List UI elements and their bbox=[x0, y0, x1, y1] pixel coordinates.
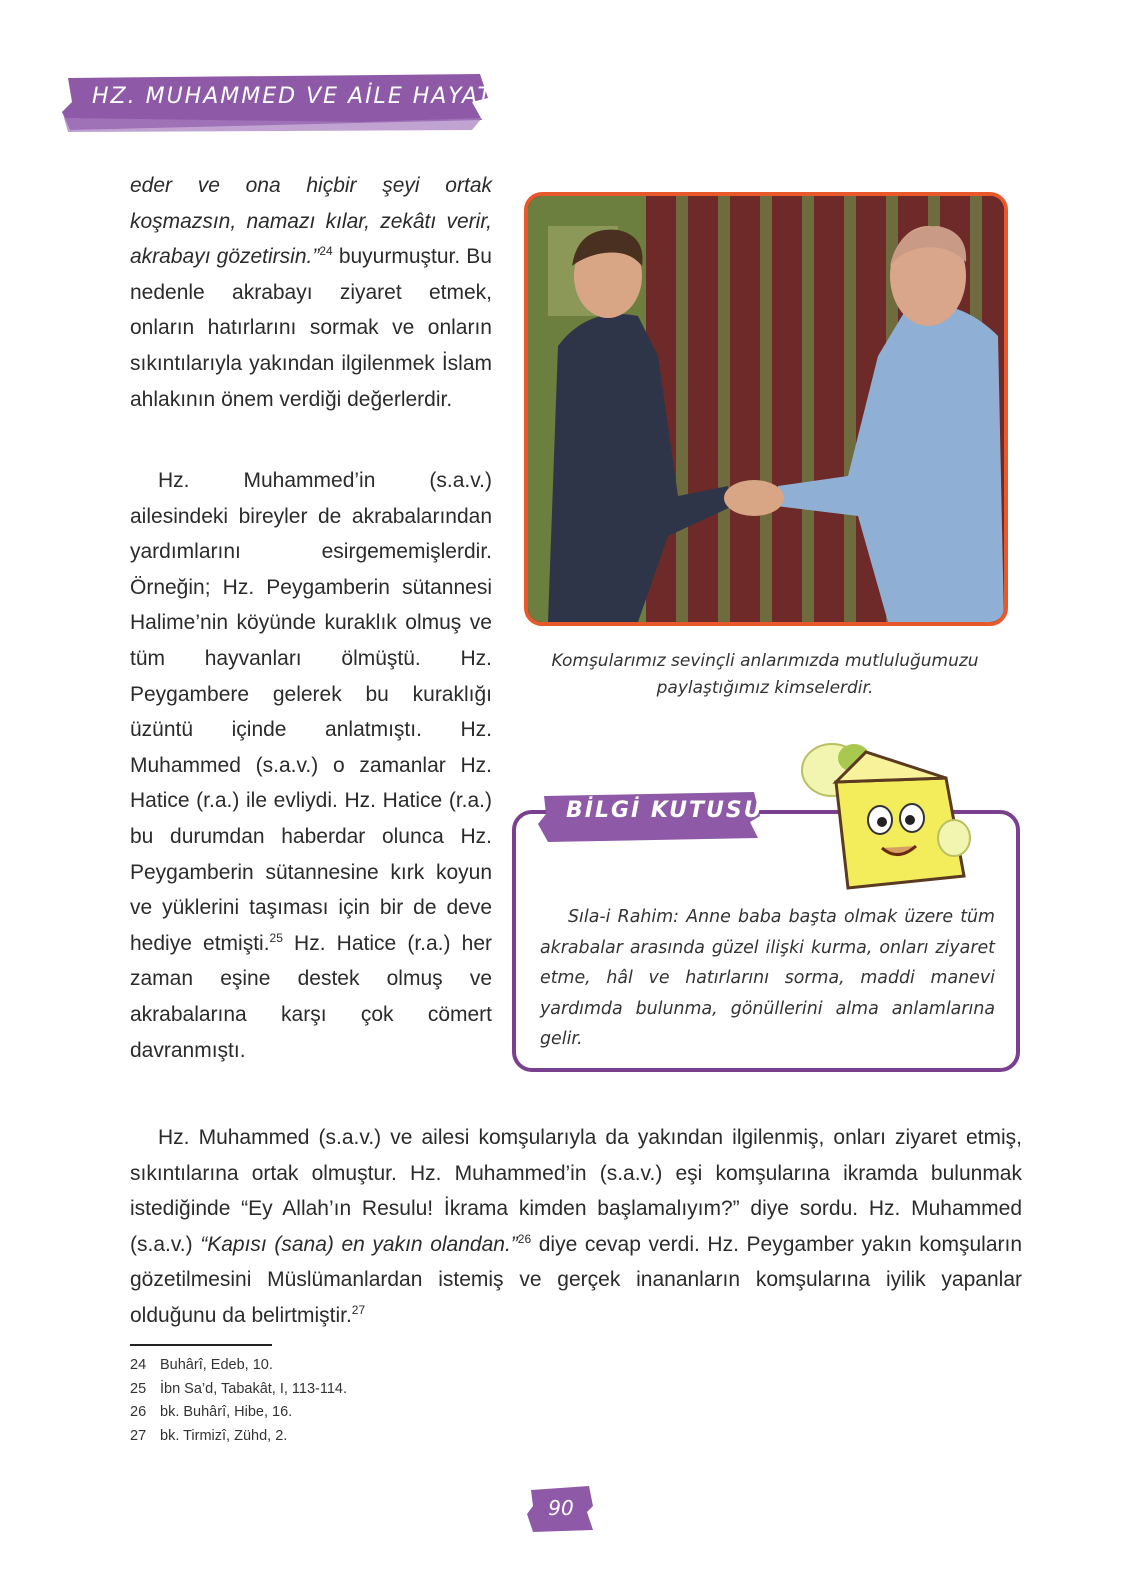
paragraph-3-text-b: diye cevap verdi. Hz. Peygamber yakın komşuların gözetilmesini Müslümanlardan istemiş ve gerçek inananların komşularına iyilik yapanlar olduğunu da belirtmiştir. bbox=[130, 1232, 1023, 1327]
hadith-quote-2: “Kapısı (sana) en yakın olandan.” bbox=[200, 1232, 518, 1256]
footnote-text: İbn Sa’d, Tabakât, I, 113-114. bbox=[160, 1380, 348, 1397]
footnote-number: 24 bbox=[130, 1357, 147, 1373]
footnote-text: Buhârî, Edeb, 10. bbox=[160, 1357, 273, 1373]
page-number: 90 bbox=[548, 1496, 574, 1520]
handshake-photo bbox=[524, 192, 1008, 626]
chapter-title: HZ. MUHAMMED VE AİLE HAYATI bbox=[92, 84, 502, 109]
footnote-number: 27 bbox=[130, 1427, 147, 1444]
paragraph-2-text-a: Hz. Muhammed’in (s.a.v.) ailesindeki bireyler de akrabalarından yardımlarını esirgememişlerdir. Örneğin; Hz. Peygamberin sütannesi Halime’nin köyünde kuraklık olmuş ve tüm hayvanları ölmüştü. Hz. Peygambere gelerek bu kuraklığı üzüntü içinde anlatmıştı. Hz. Muhammed (s.a.v.) o zamanlar Hz. Hatice (r.a.) ile evliydi. Hz. Hatice (r.a.) bu durumdan haberdar olunca Hz. Peygamberin sütannesine kırk koyun ve yüklerini taşıması için bir de deve hediye etmişti. bbox=[130, 469, 492, 955]
paragraph-1-text: buyurmuştur. Bu nedenle akrabayı ziyaret etmek, onların hatırlarını sormak ve onların sıkıntılarıyla yakından ilgilenmek İslam ahlakının önem verdiği değerlerdir. bbox=[130, 245, 492, 411]
footnote-item bbox=[130, 1401, 347, 1425]
paragraph-3 bbox=[130, 1120, 1022, 1334]
footnote-ref-25[interactable]: 25 bbox=[269, 930, 283, 945]
handshake-illustration bbox=[528, 196, 1004, 622]
footnote-ref-26[interactable]: 26 bbox=[517, 1231, 532, 1246]
paragraph-3-text-a: Hz. Muhammed (s.a.v.) ve ailesi komşularıyla da yakından ilgilenmiş, onları ziyaret etmiş, sıkıntılarına ortak olmuştur. Hz. Muhammed’in (s.a.v.) eşi komşularına ikramda bulunmak istediğinde “Ey Allah’ın Resulu! İkrama kimden başlamalıyım?” diye sordu. Hz. Muhammed (s.a.v.) bbox=[130, 1126, 1022, 1256]
footnote-text: bk. Buhârî, Hibe, 16. bbox=[160, 1404, 293, 1420]
footnote-item bbox=[130, 1354, 347, 1378]
footnotes bbox=[130, 1354, 347, 1448]
paragraph-2 bbox=[130, 463, 492, 1068]
paragraph-1 bbox=[130, 168, 492, 417]
footnote-item bbox=[130, 1425, 347, 1449]
info-box-title: BİLGİ KUTUSU bbox=[566, 798, 764, 823]
footnote-item bbox=[130, 1378, 347, 1402]
footnote-number: 26 bbox=[130, 1404, 147, 1420]
footnote-ref-24[interactable]: 24 bbox=[319, 244, 333, 259]
footnote-number: 25 bbox=[130, 1380, 147, 1397]
photo-caption: Komşularımız sevinçli anlarımızda mutluluğumuzu paylaştığımız kimselerdir. bbox=[551, 651, 979, 698]
footnote-ref-27[interactable]: 27 bbox=[351, 1302, 366, 1317]
paragraph-2-text-b: Hz. Hatice (r.a.) her zaman eşine destek olmuş ve akrabalarına karşı çok cömert davranmıştı. bbox=[130, 931, 492, 1062]
hadith-quote: eder ve ona hiçbir şeyi ortak koşmazsın, namazı kılar, zekâtı verir, akrabayı gözetirsin.” bbox=[130, 174, 492, 269]
box-mascot-icon bbox=[796, 738, 976, 898]
footnote-divider bbox=[130, 1344, 272, 1346]
info-box-text: Sıla-i Rahim: Anne baba başta olmak üzere tüm akrabalar arasında güzel ilişki kurma, onları ziyaret etme, hâl ve hatırlarını sorma, maddi manevi yardımda bulunma, gönüllerini alma anlamlarına gelir. bbox=[540, 907, 995, 1049]
footnote-text: bk. Tirmizî, Zühd, 2. bbox=[160, 1427, 288, 1444]
